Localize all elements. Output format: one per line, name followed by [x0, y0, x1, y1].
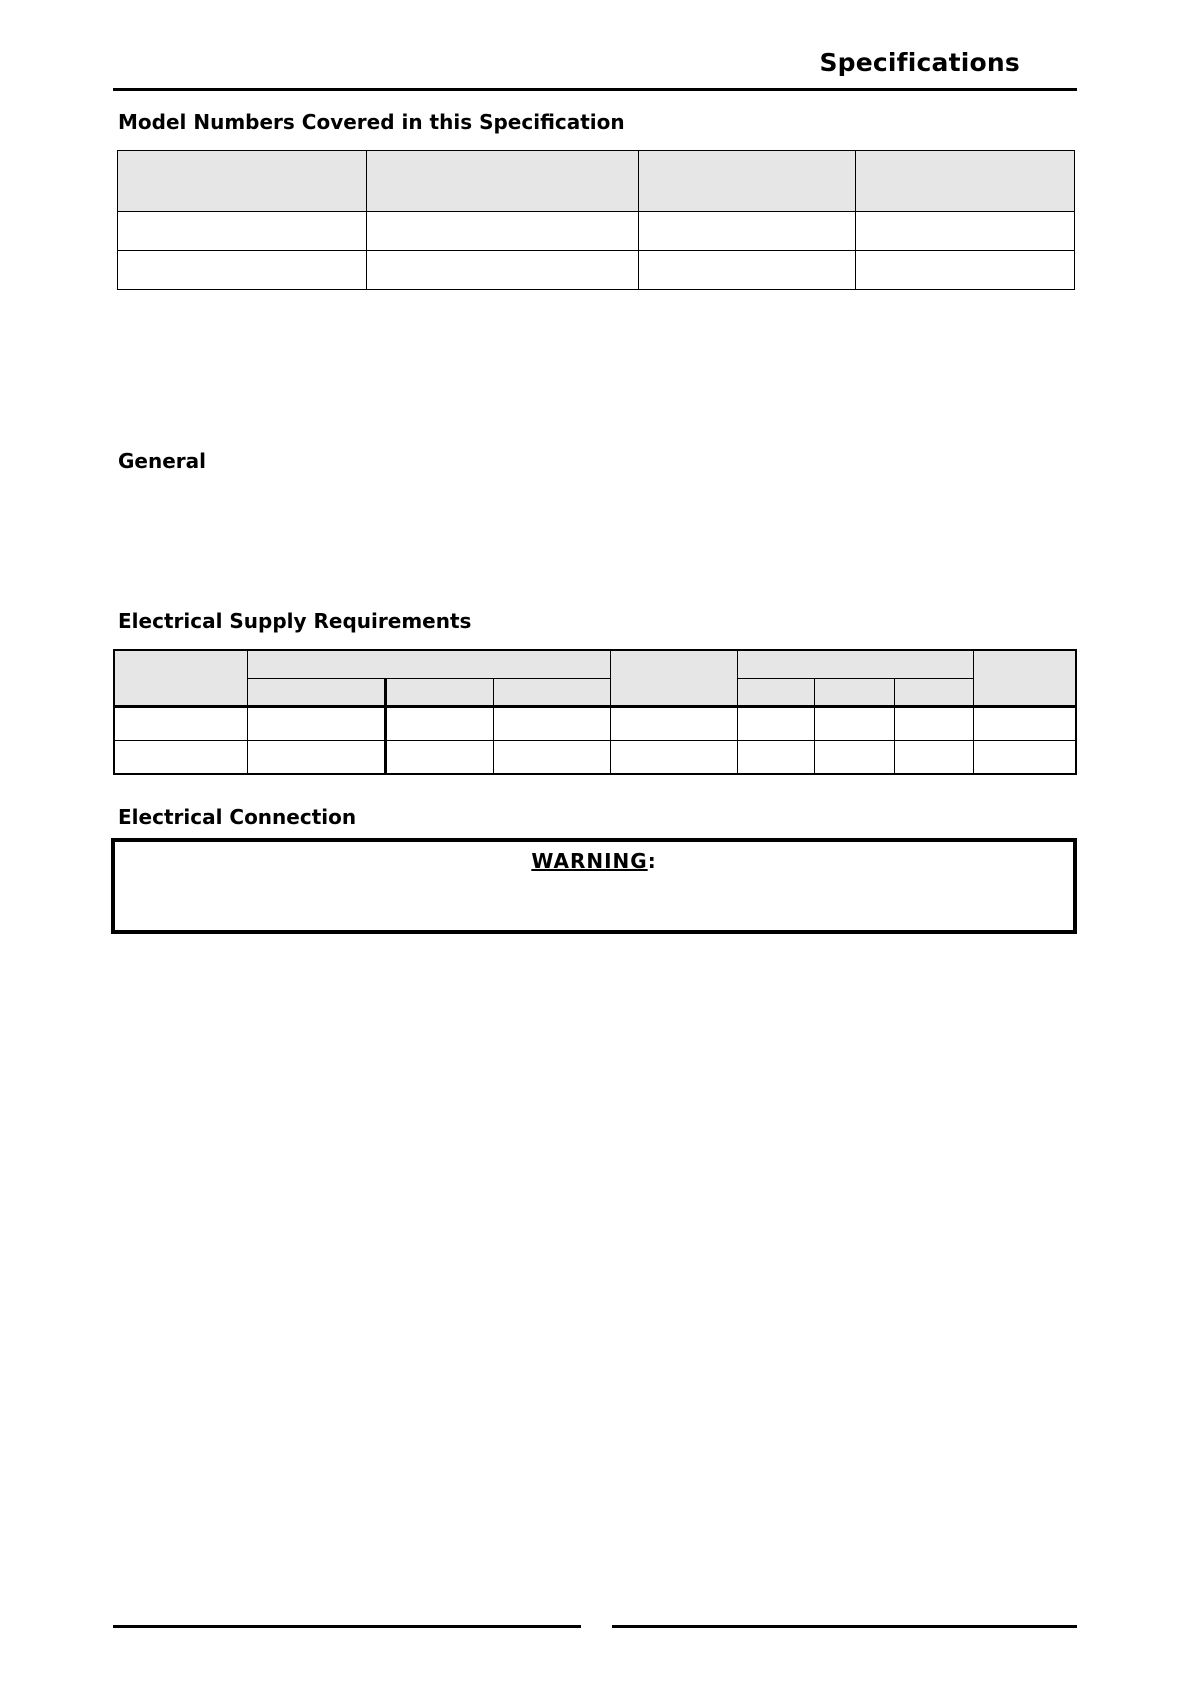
table-cell — [247, 706, 385, 740]
table-header-cell — [639, 151, 856, 212]
electrical-table-header-row — [114, 650, 1076, 678]
table-cell — [385, 706, 493, 740]
electrical-supply-section-heading: Electrical Supply Requirements — [118, 609, 472, 633]
warning-box — [111, 838, 1077, 934]
table-cell — [118, 212, 367, 251]
table-row — [114, 706, 1076, 740]
table-row — [118, 251, 1075, 290]
models-table-header-row — [118, 151, 1075, 212]
table-cell — [367, 251, 639, 290]
table-subheader-cell — [894, 678, 973, 706]
models-section-heading: Model Numbers Covered in this Specification — [118, 110, 625, 134]
models-table — [117, 150, 1075, 290]
table-cell — [493, 706, 610, 740]
table-header-cell — [367, 151, 639, 212]
table-cell — [894, 740, 973, 774]
warning-label — [115, 849, 1073, 873]
warning-label-colon: : — [647, 849, 657, 873]
electrical-supply-table — [113, 649, 1077, 775]
table-subheader-cell — [385, 678, 493, 706]
table-subheader-cell — [814, 678, 894, 706]
page-header-title: Specifications — [819, 48, 1020, 77]
header-rule — [113, 88, 1077, 91]
table-cell — [118, 251, 367, 290]
table-cell — [114, 740, 247, 774]
table-cell — [367, 212, 639, 251]
table-cell — [737, 706, 814, 740]
table-cell — [856, 251, 1075, 290]
table-cell — [114, 706, 247, 740]
footer-rule-left — [113, 1625, 581, 1628]
table-cell — [610, 706, 737, 740]
table-cell — [973, 706, 1076, 740]
table-header-group-cell — [737, 650, 973, 678]
table-cell — [737, 740, 814, 774]
electrical-table-subheader-row — [114, 678, 1076, 706]
table-cell — [814, 706, 894, 740]
table-header-cell — [610, 650, 737, 706]
table-subheader-cell — [737, 678, 814, 706]
table-cell — [814, 740, 894, 774]
table-subheader-cell — [493, 678, 610, 706]
table-header-cell — [118, 151, 367, 212]
table-header-cell — [114, 650, 247, 706]
table-row — [114, 740, 1076, 774]
table-cell — [610, 740, 737, 774]
table-header-group-cell — [247, 650, 610, 678]
table-cell — [973, 740, 1076, 774]
warning-label-text: WARNING — [531, 849, 648, 873]
table-header-cell — [973, 650, 1076, 706]
footer-rule-right — [612, 1625, 1077, 1628]
general-section-heading: General — [118, 449, 206, 473]
table-cell — [247, 740, 385, 774]
table-cell — [385, 740, 493, 774]
table-cell — [639, 251, 856, 290]
table-cell — [493, 740, 610, 774]
table-row — [118, 212, 1075, 251]
table-cell — [639, 212, 856, 251]
table-subheader-cell — [247, 678, 385, 706]
table-cell — [894, 706, 973, 740]
table-cell — [856, 212, 1075, 251]
electrical-connection-section-heading: Electrical Connection — [118, 805, 357, 829]
table-header-cell — [856, 151, 1075, 212]
